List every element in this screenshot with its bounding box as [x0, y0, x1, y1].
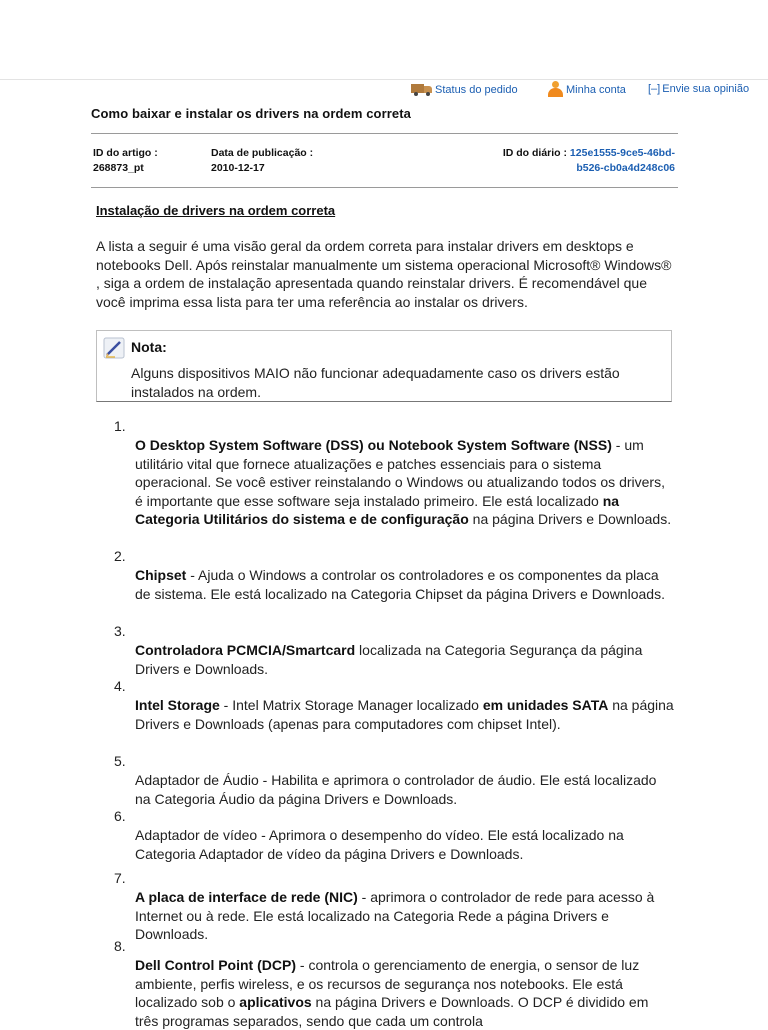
- publication-date: [211, 146, 313, 176]
- meta-divider: [91, 187, 678, 188]
- feedback-link[interactable]: [648, 83, 749, 95]
- article-id: [93, 146, 158, 176]
- list-item-number: 5.: [114, 753, 126, 769]
- list-item-text: [135, 436, 675, 529]
- my-account-link[interactable]: [546, 81, 626, 97]
- list-item-text: [135, 566, 675, 603]
- user-icon: [546, 81, 564, 97]
- text-run: - Ajuda o Windows a controlar os controladores e os componentes da placa de sistema. Ele está localizado na Categoria Chipset da página Drivers e Downloads.: [135, 567, 665, 602]
- pencil-note-icon: [103, 336, 125, 360]
- diary-id-value-1[interactable]: 125e1555-9ce5-46bd-: [569, 147, 675, 159]
- text-run: na página Drivers e Downloads. O DCP é dividido em três programas separados, sendo que cada um controla: [135, 994, 649, 1029]
- list-item-text: [135, 956, 675, 1030]
- bold-term: Chipset: [135, 567, 187, 583]
- text-run: - um utilitário vital que fornece atualizações e patches essenciais para o sistema operacional. Se você estiver reinstalando o Windows ou atualizando todos os drivers, é importante que esse software seja instalado primeiro. Ele está localizado: [135, 437, 665, 509]
- list-item-number: 7.: [114, 870, 126, 886]
- text-run: - controla o gerenciamento de energia, o sensor de luz ambiente, perfis wireless, e os recursos de segurança nos notebooks. Ele está localizado sob o: [135, 957, 640, 1011]
- list-item-text: [135, 771, 675, 808]
- article-id-label: ID do artigo :: [93, 147, 158, 159]
- bold-term: em unidades SATA: [482, 697, 609, 713]
- diary-id-label: ID do diário :: [502, 147, 567, 159]
- text-run: na página Drivers e Downloads.: [468, 511, 672, 528]
- feedback-bracket-icon: [–]: [648, 83, 661, 95]
- article-title: Como baixar e instalar os drivers na ordem correta: [91, 106, 412, 121]
- text-run: na página Drivers e Downloads (apenas para computadores com chipset Intel).: [135, 697, 674, 732]
- intro-paragraph: A lista a seguir é uma visão geral da ordem correta para instalar drivers em desktops e notebooks Dell. Após reinstalar manualmente um sistema operacional Microsoft® Windows® , siga a ordem de instalação apresentada quando reinstalar drivers. É recomendável que você imprima essa lista para ter uma referência ao instalar os drivers.: [96, 238, 672, 310]
- bold-term: aplicativos: [239, 994, 312, 1011]
- list-item-number: 3.: [114, 623, 126, 639]
- top-divider: [0, 79, 768, 80]
- diary-id-value-2[interactable]: b526-cb0a4d248c06: [576, 162, 675, 174]
- note-title: Nota:: [131, 339, 167, 355]
- list-item-number: 8.: [114, 938, 126, 954]
- title-divider: [91, 133, 678, 134]
- feedback-label[interactable]: Envie sua opinião: [662, 83, 750, 95]
- text-run: Adaptador de Áudio - Habilita e aprimora o controlador de áudio. Ele está localizado na Categoria Áudio da página Drivers e Downloads.: [135, 772, 657, 807]
- publication-date-label: Data de publicação :: [211, 147, 314, 159]
- text-run: Adaptador de vídeo - Aprimora o desempenho do vídeo. Ele está localizado na Categoria Adaptador de vídeo da página Drivers e Downloads.: [135, 827, 624, 862]
- note-box: [96, 330, 672, 402]
- list-item-number: 2.: [114, 548, 126, 564]
- bold-term: Controladora PCMCIA/Smartcard: [135, 642, 356, 658]
- truck-icon: [411, 83, 433, 96]
- publication-date-value: 2010-12-17: [211, 162, 265, 174]
- bold-term: O Desktop System Software (DSS) ou Notebook System Software (NSS): [135, 437, 612, 453]
- top-links-bar: [0, 83, 768, 101]
- bold-term: A placa de interface de rede (NIC): [135, 889, 358, 905]
- text-run: localizada na Categoria Segurança da página Drivers e Downloads.: [135, 642, 643, 677]
- section-heading: Instalação de drivers na ordem correta: [96, 203, 336, 218]
- text-run: - aprimora o controlador de rede para acesso à Internet ou à rede. Ele está localizado na Categoria Rede a página Drivers e Downloads.: [135, 889, 655, 943]
- diary-id: [480, 146, 675, 176]
- bold-term: na Categoria Utilitários do sistema e de configuração: [135, 492, 620, 528]
- article-id-value: 268873_pt: [93, 162, 144, 174]
- my-account-label[interactable]: Minha conta: [566, 84, 626, 96]
- list-item-text: [135, 696, 675, 733]
- list-item-text: [135, 641, 675, 678]
- list-item-number: 6.: [114, 808, 126, 824]
- list-item-number: 1.: [114, 418, 126, 434]
- list-item-number: 4.: [114, 678, 126, 694]
- list-item-text: [135, 826, 675, 863]
- list-item-text: [135, 888, 675, 944]
- order-status-link[interactable]: [411, 83, 518, 96]
- bold-term: Intel Storage: [135, 697, 220, 713]
- note-text: Alguns dispositivos MAIO não funcionar adequadamente caso os drivers estão instalados na ordem.: [131, 365, 620, 400]
- text-run: - Intel Matrix Storage Manager localizado: [219, 697, 483, 713]
- order-status-label[interactable]: Status do pedido: [435, 83, 518, 96]
- bold-term: Dell Control Point (DCP): [135, 957, 296, 973]
